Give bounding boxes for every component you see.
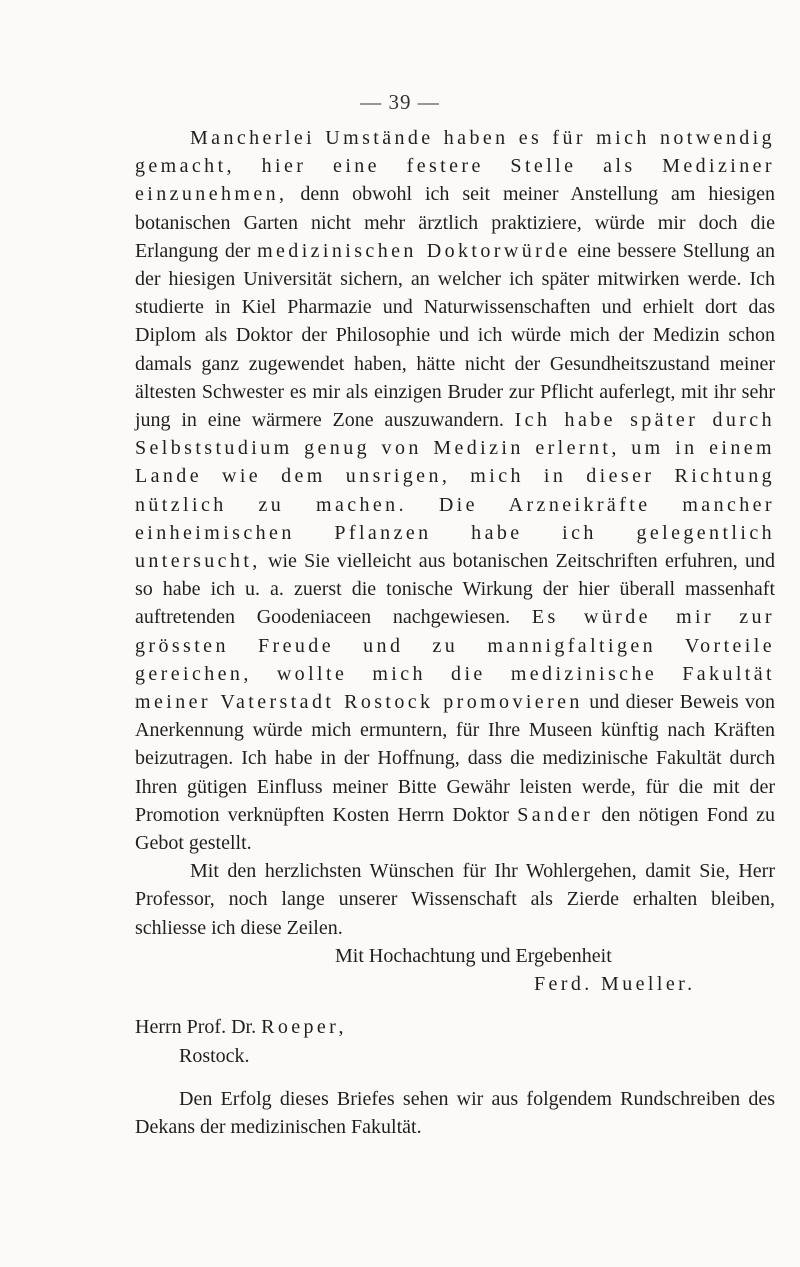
spaced-text: Mancherlei Umstände haben es für mich notwendig gemacht, hier eine festere Stelle als Mediziner einzunehmen, xyxy=(135,127,775,206)
spaced-text: Es würde mir zur grössten Freude und zu mannigfaltigen Vorteile gereichen, wollte mich die medizinische Fakultät meiner Vaterstadt Rostock promovieren xyxy=(135,606,775,714)
text-run: den nötigen Fond zu Gebot gestellt. xyxy=(135,803,775,855)
address-name: Roeper, xyxy=(261,1016,347,1039)
spaced-text: Ich habe später durch Selbststudium genug von Medizin erlernt, um in einem Lande wie dem unsrigen, mich in dieser Richtung nützlich zu machen. Die Arzneikräfte mancher einheimischen Pflanzen habe ich gelegentlich untersucht, xyxy=(135,409,775,573)
letter-body xyxy=(135,124,775,1141)
text-run: und dieser Beweis von Anerkennung würde mich ermuntern, für Ihre Museen künftig nach Kräften beizutragen. Ich habe in der Hoffnung, dass die medizinische Fakultät durch Ihren gütigen Einfluss meiner Bitte Gewähr leisten werde, für die mit der Promotion verknüpften Kosten Herrn Doktor xyxy=(135,691,775,826)
address-prefix: Herrn Prof. Dr. xyxy=(135,1016,262,1039)
text-run: denn obwohl ich seit meiner Anstellung am hiesigen botanischen Garten nicht mehr ärztlich praktiziere, würde mir doch die Erlangung der xyxy=(135,183,775,262)
closing-line: Mit Hochachtung und Ergebenheit xyxy=(335,944,612,967)
text-run: wie Sie vielleicht aus botanischen Zeitschriften erfuhren, und so habe ich u. a. zuerst die tonische Wirkung der hier überall massenhaft auftretenden Goodeniaceen nachgewiesen. xyxy=(135,550,775,629)
paragraph-wishes: Mit den herzlichsten Wünschen für Ihr Wohlergehen, damit Sie, Herr Professor, noch lange unserer Wissenschaft als Zierde erhalten bleiben, schliesse ich diese Zeilen. xyxy=(135,860,775,939)
signature: Ferd. Mueller. xyxy=(534,973,696,996)
spaced-text: Sander xyxy=(517,803,594,826)
page-number: — 39 — xyxy=(360,90,440,114)
address-city: Rostock. xyxy=(179,1044,250,1067)
address-line xyxy=(135,1013,775,1041)
paragraph-main xyxy=(135,124,775,857)
spaced-text: medizinischen Doktorwürde xyxy=(257,239,571,262)
paragraph-final: Den Erfolg dieses Briefes sehen wir aus folgendem Rundschreiben des Dekans der medizinischen Fakultät. xyxy=(135,1087,775,1138)
text-run: eine bessere Stellung an der hiesigen Universität sichern, an welcher ich später mitwirken werde. Ich studierte in Kiel Pharmazie und Naturwissenschaften und erhielt dort das Diplom als Doktor der Philosophie und ich würde mich der Medizin schon damals ganz zugewendet haben, hätte nicht der Gesundheitszustand meiner ältesten Schwester es mir als einzigen Bruder zur Pflicht auferlegt, mit ihr sehr jung in eine wärmere Zone auszuwandern. xyxy=(135,239,775,432)
